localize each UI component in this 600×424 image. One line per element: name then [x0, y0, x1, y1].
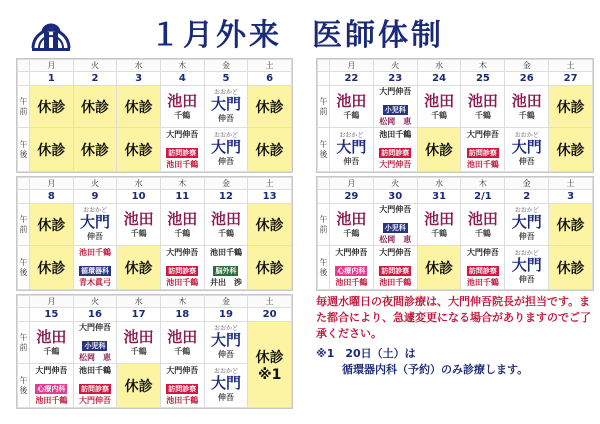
corner-cell	[18, 178, 30, 190]
doctor-cell	[204, 322, 248, 364]
doctor-cell	[505, 128, 549, 172]
doctor-surname: 池田	[336, 91, 367, 110]
am-label: 午前	[18, 86, 30, 128]
doctor-cell	[160, 364, 204, 408]
corner-cell	[18, 72, 30, 86]
specialty-badge: 小児科	[384, 224, 406, 232]
doctor-name-line: 大門伸吾	[466, 248, 499, 257]
specialty-row	[374, 258, 417, 277]
doctor-given-name: 千鶴	[431, 228, 448, 238]
closed-cell: 休診	[30, 204, 74, 246]
specialty-badge: 訪問診察	[168, 267, 197, 275]
week-jan-15	[16, 294, 293, 409]
doctor-cell	[330, 128, 374, 172]
page-title	[150, 10, 444, 54]
doctor-cell	[373, 246, 417, 290]
date-row	[318, 72, 593, 86]
doctor-name-line: 池田千鶴	[379, 130, 412, 139]
specialty-row	[330, 258, 373, 277]
corner-cell	[318, 60, 330, 72]
doctor-name-line: 大門伸吾	[78, 396, 111, 405]
closed-cell: 休診	[248, 128, 292, 172]
weekday-3: 木	[160, 60, 204, 72]
doctor-name-line: 松岡 恵	[379, 235, 412, 244]
doctor-cell	[73, 322, 117, 364]
am-label: 午前	[18, 204, 30, 246]
corner-cell	[18, 296, 30, 308]
date-cell: 17	[117, 308, 161, 322]
weekday-1: 火	[373, 60, 417, 72]
date-row	[18, 308, 292, 322]
doctor-cell	[160, 204, 204, 246]
doctor-given-name: 千鶴	[174, 110, 191, 120]
doctor-cell	[461, 246, 505, 290]
specialty-row	[161, 376, 204, 395]
doctor-name-line: 松岡 恵	[379, 117, 412, 126]
doctor-cell	[505, 246, 549, 290]
am-row	[18, 86, 292, 128]
corner-cell	[18, 308, 30, 322]
am-row	[18, 322, 292, 364]
weekday-3: 木	[160, 178, 204, 190]
doctor-cell	[117, 204, 161, 246]
date-cell: 11	[160, 190, 204, 204]
date-cell: 20	[248, 308, 292, 322]
closed-cell: 休診	[30, 86, 74, 128]
clinic-logo	[30, 18, 72, 52]
date-cell: 8	[30, 190, 74, 204]
note-night-clinic: 毎週水曜日の夜間診療は、大門伸吾院長が担当です。また都合により、急遽変更になる場合がありますのでご了承ください。	[316, 295, 591, 340]
specialty-row	[374, 97, 417, 116]
closed-cell: 休診	[30, 246, 74, 290]
specialty-row	[374, 140, 417, 159]
closed-cell: 休診	[417, 246, 461, 290]
doctor-ruby: おおかど	[514, 132, 539, 139]
doctor-given-name: 千鶴	[431, 110, 448, 120]
date-cell: 24	[417, 72, 461, 86]
doctor-cell	[505, 204, 549, 246]
doctor-given-name: 伸吾	[343, 157, 360, 166]
pm-row	[318, 128, 593, 172]
pm-label: 午後	[318, 246, 330, 290]
doctor-given-name: 千鶴	[130, 346, 147, 356]
weekday-5: 土	[248, 178, 292, 190]
closed-cell: 休診	[549, 204, 593, 246]
doctor-name-line: 大門伸吾	[335, 248, 368, 257]
doctor-name-line: 大門伸吾	[466, 130, 499, 139]
closed-cell	[248, 322, 292, 408]
corner-cell	[18, 60, 30, 72]
date-cell: 16	[73, 308, 117, 322]
doctor-surname: 池田	[511, 91, 542, 110]
weekday-3: 木	[160, 296, 204, 308]
weekday-3: 木	[461, 178, 505, 190]
doctor-name-line: 大門伸吾	[166, 130, 199, 139]
closed-cell: 休診	[117, 364, 161, 408]
am-row	[318, 86, 593, 128]
week-jan-8	[16, 176, 293, 291]
weekday-3: 木	[461, 60, 505, 72]
doctor-given-name: 伸吾	[518, 157, 535, 166]
date-cell: 9	[73, 190, 117, 204]
doctor-cell	[160, 246, 204, 290]
doctor-cell	[73, 246, 117, 290]
weekday-4: 金	[204, 60, 248, 72]
doctor-surname: 池田	[123, 327, 154, 346]
doctor-given-name: 千鶴	[174, 228, 191, 238]
doctor-cell	[117, 322, 161, 364]
weekday-5: 土	[248, 296, 292, 308]
corner-cell	[18, 190, 30, 204]
specialty-badge: 訪問診察	[80, 385, 109, 393]
specialty-row	[461, 140, 504, 159]
doctor-cell	[505, 86, 549, 128]
pm-label: 午後	[18, 128, 30, 172]
doctor-name-line: 大門伸吾	[379, 87, 412, 96]
specialty-row	[74, 258, 117, 277]
specialty-badge: 訪問診察	[468, 149, 497, 157]
specialty-badge: 小児科	[84, 342, 106, 350]
date-cell: 6	[248, 72, 292, 86]
corner-cell	[318, 190, 330, 204]
doctor-cell	[417, 204, 461, 246]
doctor-given-name: 千鶴	[174, 346, 191, 356]
date-cell: 2/1	[461, 190, 505, 204]
title-doctors: 医師体制	[312, 18, 444, 53]
doctor-name-line: 大門伸吾	[379, 205, 412, 214]
doctor-surname: 池田	[210, 209, 241, 228]
doctor-ruby: おおかど	[514, 207, 539, 214]
week-jan-1	[16, 58, 293, 173]
doctor-surname: 大門	[210, 138, 241, 156]
pm-row	[318, 246, 593, 290]
closed-cell: 休診	[248, 204, 292, 246]
doctor-cell	[330, 204, 374, 246]
doctor-given-name: 千鶴	[518, 110, 535, 120]
week-jan-29	[316, 176, 594, 291]
date-cell: 31	[417, 190, 461, 204]
specialty-badge: 心療内科	[37, 385, 66, 393]
doctor-cell	[461, 128, 505, 172]
doctor-surname: 池田	[167, 91, 198, 110]
doctor-cell	[373, 204, 417, 246]
closed-cell: 休診	[30, 128, 74, 172]
doctor-given-name: 伸吾	[217, 157, 234, 166]
doctor-name-line: 池田千鶴	[209, 248, 242, 257]
closed-cell: 休診	[417, 128, 461, 172]
specialty-badge: 訪問診察	[468, 267, 497, 275]
date-cell: 22	[330, 72, 374, 86]
specialty-row	[74, 333, 117, 352]
weekday-0: 月	[30, 178, 74, 190]
doctor-cell	[73, 204, 117, 246]
doctor-cell	[204, 204, 248, 246]
pm-label: 午後	[18, 364, 30, 408]
weekday-row	[18, 296, 292, 308]
doctor-ruby: おおかど	[213, 368, 238, 375]
weekday-4: 金	[505, 178, 549, 190]
doctor-name-line: 池田千鶴	[466, 278, 499, 287]
weekday-4: 金	[204, 178, 248, 190]
doctor-surname: 池田	[123, 209, 154, 228]
pm-label: 午後	[318, 128, 330, 172]
doctor-name-line: 池田千鶴	[166, 396, 199, 405]
doctor-name-line: 池田千鶴	[466, 160, 499, 169]
weekday-5: 土	[549, 60, 593, 72]
weekday-1: 火	[73, 296, 117, 308]
note-star-1-detail: 循環器内科（予約）のみ診療します。	[342, 363, 529, 376]
weekday-row	[318, 178, 593, 190]
closed-cell: 休診	[117, 246, 161, 290]
doctor-name-line: 大門伸吾	[78, 323, 111, 332]
date-cell: 3	[549, 190, 593, 204]
specialty-row	[161, 140, 204, 159]
weekday-5: 土	[248, 60, 292, 72]
date-cell: 25	[461, 72, 505, 86]
specialty-row	[30, 376, 73, 395]
doctor-surname: 池田	[424, 91, 455, 110]
doctor-surname: 大門	[210, 374, 241, 392]
doctor-cell	[160, 128, 204, 172]
date-cell: 1	[30, 72, 74, 86]
week-table	[17, 177, 292, 290]
doctor-cell	[417, 86, 461, 128]
doctor-ruby: おおかど	[514, 250, 539, 257]
doctor-surname: 池田	[36, 327, 67, 346]
specialty-badge: 小児科	[384, 106, 406, 114]
doctor-name-line: 池田千鶴	[379, 278, 412, 287]
weekday-0: 月	[330, 60, 374, 72]
weekday-2: 水	[117, 296, 161, 308]
doctor-given-name: 伸吾	[518, 232, 535, 241]
closed-cell: 休診	[248, 246, 292, 290]
doctor-ruby: おおかど	[339, 132, 364, 139]
doctor-ruby: おおかど	[213, 89, 238, 96]
date-row	[318, 190, 593, 204]
doctor-given-name: 伸吾	[86, 232, 103, 241]
date-row	[18, 190, 292, 204]
weekday-2: 水	[417, 60, 461, 72]
closed-cell: 休診	[549, 86, 593, 128]
closed-label: 休診	[255, 349, 284, 366]
weekday-row	[318, 60, 593, 72]
closed-cell: 休診	[549, 128, 593, 172]
corner-cell	[318, 178, 330, 190]
doctor-cell	[73, 364, 117, 408]
corner-cell	[318, 72, 330, 86]
doctor-surname: 池田	[467, 91, 498, 110]
doctor-name-line: 池田千鶴	[35, 396, 68, 405]
doctor-cell	[461, 204, 505, 246]
doctor-cell	[30, 364, 74, 408]
specialty-row	[374, 215, 417, 234]
specialty-badge: 訪問診察	[168, 385, 197, 393]
date-cell: 23	[373, 72, 417, 86]
date-cell: 15	[30, 308, 74, 322]
weekday-4: 金	[204, 296, 248, 308]
doctor-name-line: 池田千鶴	[78, 248, 111, 257]
closed-cell: 休診	[73, 128, 117, 172]
notes-panel	[316, 294, 594, 378]
weekday-1: 火	[73, 178, 117, 190]
specialty-badge: 訪問診察	[168, 149, 197, 157]
date-cell: 30	[373, 190, 417, 204]
closed-cell: 休診	[73, 86, 117, 128]
doctor-given-name: 千鶴	[343, 228, 360, 238]
closed-cell: 休診	[117, 86, 161, 128]
specialty-badge: 脳外科	[215, 267, 237, 275]
title-month: １月外来	[150, 18, 282, 53]
weekday-1: 火	[373, 178, 417, 190]
date-cell: 3	[117, 72, 161, 86]
doctor-name-line: 大門伸吾	[379, 248, 412, 257]
doctor-name-line: 青木眞弓	[78, 278, 111, 287]
specialty-badge: 訪問診察	[381, 267, 410, 275]
doctor-ruby: おおかど	[213, 325, 238, 332]
closed-footnote: ※1	[257, 366, 282, 383]
specialty-row	[74, 376, 117, 395]
weekday-1: 火	[73, 60, 117, 72]
doctor-given-name: 千鶴	[474, 228, 491, 238]
week-jan-22	[316, 58, 594, 173]
doctor-given-name: 伸吾	[217, 393, 234, 402]
weekday-2: 水	[117, 60, 161, 72]
weekday-row	[18, 178, 292, 190]
doctor-surname: 池田	[167, 327, 198, 346]
weekday-0: 月	[330, 178, 374, 190]
doctor-name-line: 松岡 恵	[78, 353, 111, 362]
pm-row	[18, 246, 292, 290]
doctor-surname: 池田	[336, 209, 367, 228]
doctor-cell	[204, 246, 248, 290]
doctor-surname: 大門	[79, 213, 110, 231]
doctor-name-line: 大門伸吾	[35, 366, 68, 375]
specialty-row	[461, 258, 504, 277]
doctor-given-name: 千鶴	[130, 228, 147, 238]
weekday-0: 月	[30, 60, 74, 72]
doctor-given-name: 千鶴	[43, 346, 60, 356]
date-cell: 29	[330, 190, 374, 204]
doctor-cell	[160, 86, 204, 128]
date-row	[18, 72, 292, 86]
doctor-name-line: 池田千鶴	[78, 366, 111, 375]
doctor-name-line: 大門伸吾	[166, 366, 199, 375]
weekday-0: 月	[30, 296, 74, 308]
weekday-2: 水	[117, 178, 161, 190]
doctor-name-line: 池田千鶴	[335, 278, 368, 287]
doctor-name-line: 井出 渉	[209, 278, 242, 287]
closed-cell: 休診	[117, 128, 161, 172]
doctor-surname: 池田	[424, 209, 455, 228]
doctor-surname: 大門	[511, 256, 542, 274]
pm-row	[18, 128, 292, 172]
doctor-cell	[373, 128, 417, 172]
doctor-ruby: おおかど	[82, 207, 107, 214]
weekday-row	[18, 60, 292, 72]
date-cell: 12	[204, 190, 248, 204]
doctor-cell	[204, 364, 248, 408]
date-cell: 4	[160, 72, 204, 86]
doctor-cell	[204, 86, 248, 128]
week-table	[317, 177, 593, 290]
doctor-surname: 大門	[336, 138, 367, 156]
doctor-ruby: おおかど	[213, 132, 238, 139]
doctor-cell	[204, 128, 248, 172]
date-cell: 2	[505, 190, 549, 204]
date-cell: 26	[505, 72, 549, 86]
date-cell: 27	[549, 72, 593, 86]
doctor-given-name: 千鶴	[474, 110, 491, 120]
doctor-cell	[30, 322, 74, 364]
date-cell: 2	[73, 72, 117, 86]
date-cell: 10	[117, 190, 161, 204]
doctor-surname: 大門	[210, 95, 241, 113]
weekday-4: 金	[505, 60, 549, 72]
specialty-badge: 訪問診察	[381, 149, 410, 157]
doctor-surname: 大門	[210, 331, 241, 349]
doctor-name-line: 大門伸吾	[379, 160, 412, 169]
doctor-given-name: 伸吾	[217, 350, 234, 359]
closed-cell: 休診	[248, 86, 292, 128]
doctor-given-name: 伸吾	[217, 114, 234, 123]
date-cell: 19	[204, 308, 248, 322]
doctor-cell	[330, 86, 374, 128]
week-table	[17, 59, 292, 172]
specialty-badge: 心療内科	[337, 267, 366, 275]
doctor-given-name: 千鶴	[217, 228, 234, 238]
doctor-surname: 大門	[511, 138, 542, 156]
specialty-row	[205, 258, 248, 277]
doctor-cell	[330, 246, 374, 290]
doctor-given-name: 千鶴	[343, 110, 360, 120]
weekday-5: 土	[549, 178, 593, 190]
date-cell: 13	[248, 190, 292, 204]
doctor-cell	[160, 322, 204, 364]
note-star-1: ※1 20日（土）は	[316, 347, 416, 360]
doctor-given-name: 伸吾	[518, 275, 535, 284]
weekday-2: 水	[417, 178, 461, 190]
doctor-name-line: 大門伸吾	[166, 248, 199, 257]
am-label: 午前	[318, 86, 330, 128]
doctor-cell	[373, 86, 417, 128]
week-table	[17, 295, 292, 408]
week-table	[317, 59, 593, 172]
doctor-surname: 池田	[467, 209, 498, 228]
am-row	[18, 204, 292, 246]
am-label: 午前	[18, 322, 30, 364]
doctor-surname: 池田	[167, 209, 198, 228]
am-label: 午前	[318, 204, 330, 246]
doctor-cell	[461, 86, 505, 128]
specialty-badge: 循環器科	[80, 267, 109, 275]
closed-cell: 休診	[549, 246, 593, 290]
specialty-row	[161, 258, 204, 277]
date-cell: 18	[160, 308, 204, 322]
pm-label: 午後	[18, 246, 30, 290]
doctor-name-line: 池田千鶴	[166, 278, 199, 287]
date-cell: 5	[204, 72, 248, 86]
doctor-name-line: 池田千鶴	[166, 160, 199, 169]
doctor-surname: 大門	[511, 213, 542, 231]
am-row	[318, 204, 593, 246]
